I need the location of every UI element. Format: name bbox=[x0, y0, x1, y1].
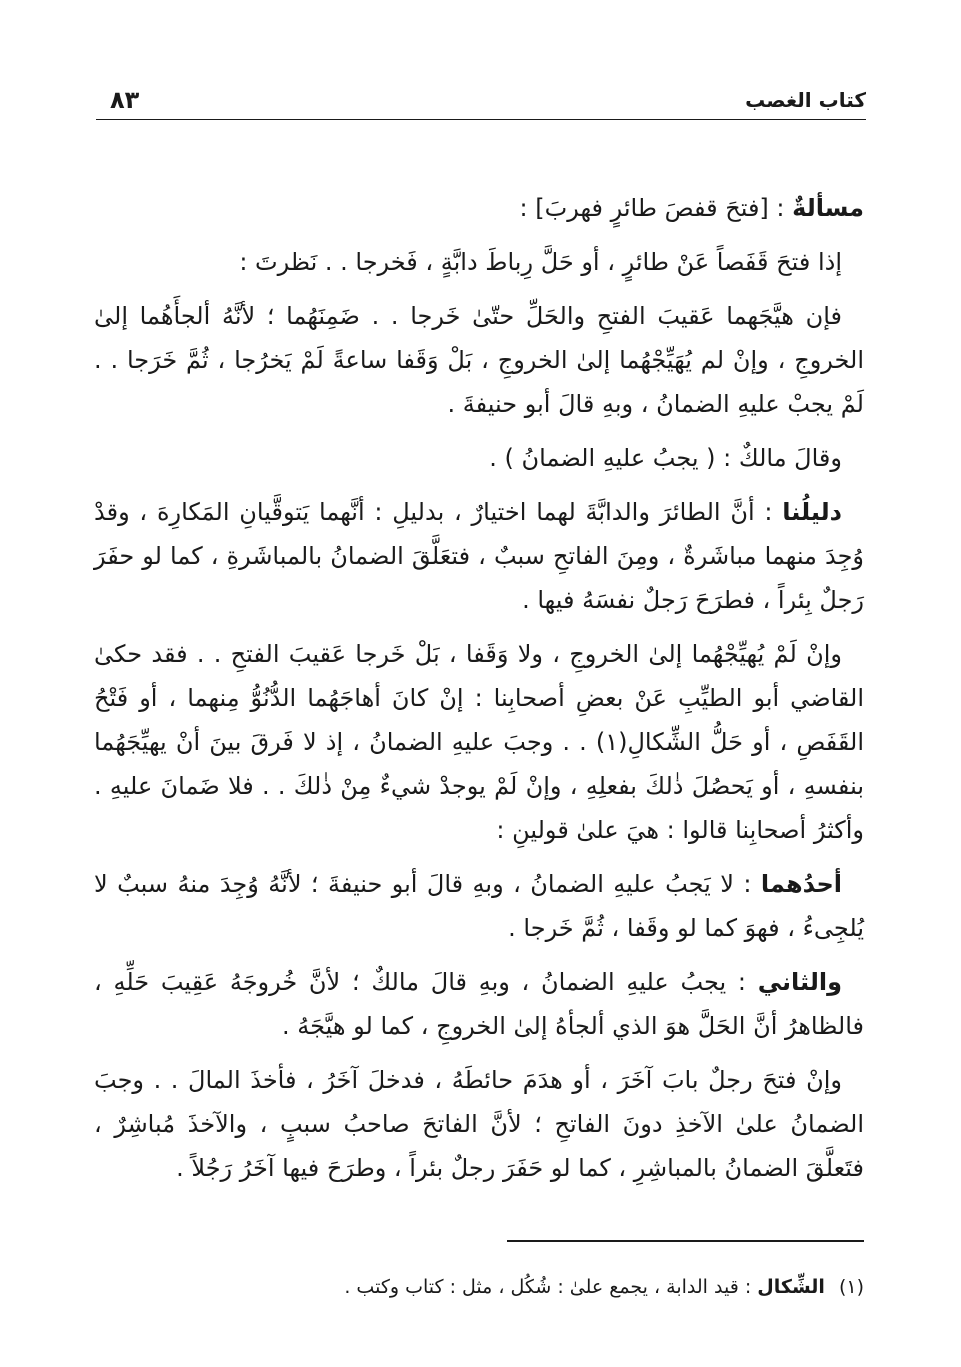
paragraph-1 bbox=[94, 240, 864, 284]
paragraph-text: إذا فتحَ قَفَصاً عَنْ طائرٍ ، أو حَلَّ رِباطَ دابَّةٍ ، فَخرجا . . نَظرتَ : bbox=[239, 248, 842, 276]
paragraph-6 bbox=[94, 862, 864, 950]
paragraph-7 bbox=[94, 960, 864, 1048]
masala-title: : [فتحَ قفصَ طائرٍ فهربَ] : bbox=[519, 194, 793, 222]
footnote-term: الشِّكال bbox=[757, 1276, 825, 1298]
header-rule bbox=[96, 119, 866, 120]
paragraph-8 bbox=[94, 1058, 864, 1190]
page-header bbox=[96, 88, 866, 118]
footnote-text: : قيد الدابة ، يجمع علىٰ : شُكُل ، مثل : كتاب وكتب . bbox=[344, 1276, 758, 1298]
paragraph-text: فإن هيَّجَهما عَقيبَ الفتحِ والحَلِّ حتّىٰ خَرجا . . ضَمِنَهُما ؛ لأنَّهُ ألجأَهُما إلىٰ الخروجِ ، وإنْ لم يُهَيِّجْهُما إلىٰ الخروجِ ، بَلْ وَقَفا ساعةً لَمْ يَخرُجا ، ثُمَّ خَرَجا . . لَمْ يجبْ عليهِ الضمانُ ، وبهِ قالَ أبو حنيفةَ . bbox=[94, 302, 864, 418]
footnote bbox=[120, 1272, 864, 1302]
paragraph-lead: دليلُنا bbox=[782, 498, 842, 526]
paragraph-2 bbox=[94, 294, 864, 426]
masala-label: مسألةٌ bbox=[792, 194, 864, 222]
paragraph-lead: والثاني bbox=[757, 968, 842, 996]
paragraph-text: وإنْ لَمْ يُهيِّجْهُما إلىٰ الخروجِ ، ولا وَقَفا ، بَلْ خَرجا عَقيبَ الفتحِ . . فقد حكىٰ القاضي أبو الطيِّبِ عَنْ بعضِ أصحابِنا : إنْ كانَ أهاجَهُما الدُّنُوُّ مِنهما ، أو فَتْحُ القَفَصِ ، أو حَلُّ الشِّكالِ(١) . . وجبَ عليهِ الضمانُ ، إذ لا فَرقَ بينَ أنْ يهيِّجَهُما بنفسهِ ، أو يَحصُلَ ذٰلكَ بفعلِهِ ، وإنْ لَمْ يوجدْ شيءٌ مِنْ ذٰلكَ . . فلا ضَمانَ عليهِ . وأكثرُ أصحابِنا قالوا : هيَ علىٰ قولينِ : bbox=[94, 640, 864, 844]
paragraph-5 bbox=[94, 632, 864, 852]
paragraph-text: : أنَّ الطائرَ والدابَّةَ لهما اختيارٌ ، بدليلِ : أنَّهما يَتوقَّيانِ المَكارِهَ ، وقدْ وُجِدَ منهما مباشَرةٌ ، ومِنَ الفاتحِ سببٌ ، فتعَلَّقَ الضمانُ بالمباشَرةِ ، كما لو حفَرَ رَجلٌ بِئراً ، فطرَحَ رَجلٌ نفسَهُ فيها . bbox=[94, 498, 864, 614]
paragraph-lead: أحدُهما bbox=[760, 870, 842, 898]
paragraph-4 bbox=[94, 490, 864, 622]
page-body bbox=[94, 186, 864, 1200]
masala-heading bbox=[94, 186, 864, 230]
paragraph-text: وإنْ فتحَ رجلٌ بابَ آخَرَ ، أو هدَمَ حائطَهُ ، فدخلَ آخَرُ ، فأخذَ المالَ . . وجبَ الضمانُ علىٰ الآخذِ دونَ الفاتحِ ؛ لأنَّ الفاتحَ صاحبُ سببٍ ، والآخذَ مُباشِرٌ ، فتَعلَّقَ الضمانُ بالمباشِرِ ، كما لو حَفَرَ رجلٌ بئراً ، وطرَحَ فيها آخَرُ رَجُلاً . bbox=[94, 1066, 864, 1182]
paragraph-text: : يجبُ عليهِ الضمانُ ، وبهِ قالَ مالكٌ ؛ لأنَّ خُروجَهُ عَقِيبَ حَلِّهِ ، فالظاهرُ أنَّ الحَلَّ هوَ الذي ألجأهُ إلىٰ الخروجِ ، كما لو هيَّجَهُ . bbox=[94, 968, 864, 1040]
paragraph-text: وقالَ مالكٌ : ( يجبُ عليهِ الضمانُ ) . bbox=[489, 444, 842, 472]
footnote-rule bbox=[507, 1240, 864, 1242]
paragraph-text: : لا يَجبُ عليهِ الضمانُ ، وبهِ قالَ أبو حنيفةَ ؛ لأنَّهُ وُجِدَ منهُ سببٌ لا يُلجِىءُ ، فهوَ كما لو وقَفا ، ثُمَّ خَرجا . bbox=[94, 870, 864, 942]
footnote-number: (١) bbox=[838, 1276, 864, 1298]
paragraph-3 bbox=[94, 436, 864, 480]
page-number: ٨٣ bbox=[110, 86, 140, 114]
book-title: كتاب الغصب bbox=[745, 88, 866, 112]
